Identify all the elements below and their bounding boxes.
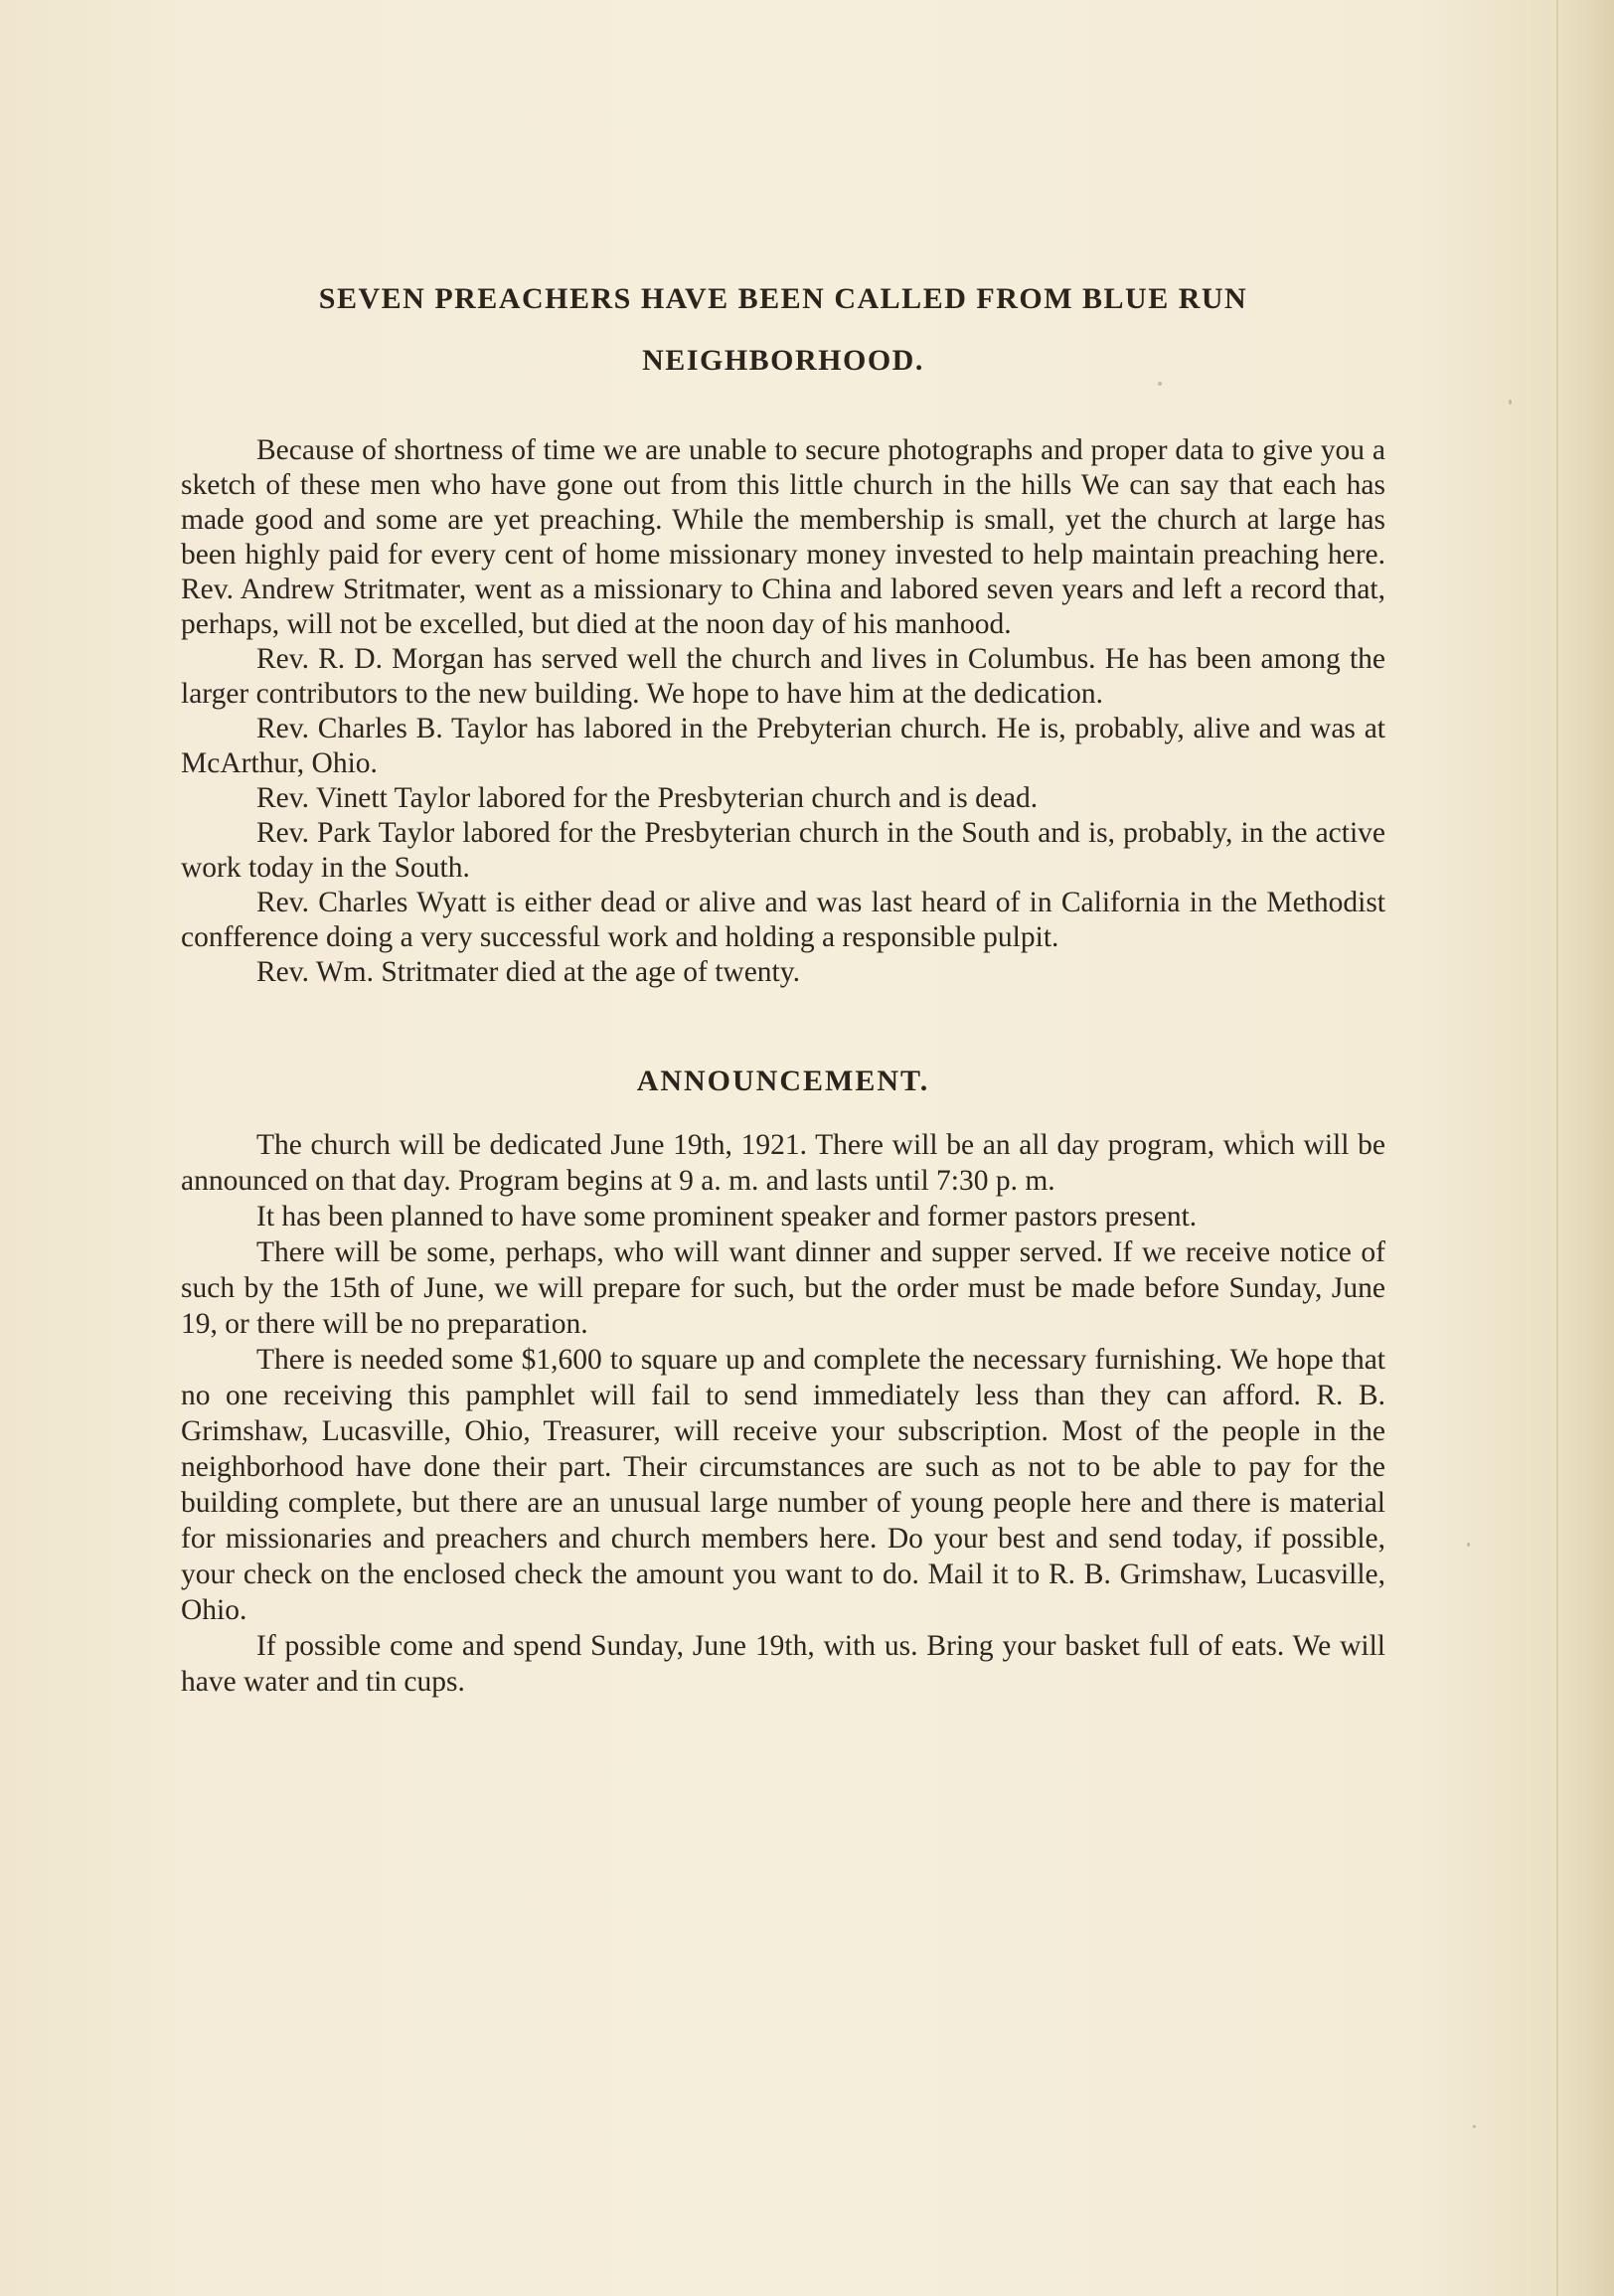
announcement-paragraph: There will be some, perhaps, who will want dinner and supper served. If we receive notice of such by the 15th of June, we will prepare for such, but the order must be made before Sunday, June 19, or there will be no preparation. xyxy=(181,1236,1385,1340)
article-paragraph: Rev. Wm. Stritmater died at the age of twenty. xyxy=(256,956,800,988)
article-paragraph: Rev. Charles B. Taylor has labored in the Prebyterian church. He is, probably, alive and was at McArthur, Ohio. xyxy=(181,713,1385,779)
paper-speck xyxy=(1473,2125,1476,2128)
page-edge-shading xyxy=(1556,0,1614,2296)
article-paragraph: Rev. Park Taylor labored for the Presbyterian church in the South and is, probably, in the active work today in the South. xyxy=(181,817,1385,884)
announcement-section xyxy=(181,1127,1385,1700)
announcement-heading: ANNOUNCEMENT. xyxy=(636,1065,930,1097)
paper-speck xyxy=(1509,400,1512,405)
document-body xyxy=(181,268,1385,1700)
page-fold-line xyxy=(1556,0,1558,2296)
article-title xyxy=(181,268,1385,392)
announcement-paragraph: The church will be dedicated June 19th, 1921. There will be an all day program, which will be announced on that day. Program begins at 9 a. m. and lasts until 7:30 p. m. xyxy=(181,1129,1385,1197)
article-section xyxy=(181,433,1385,990)
announcement-paragraph: There is needed some $1,600 to square up and complete the necessary furnishing. We hope that no one receiving this pamphlet will fail to send immediately less than they can afford. R. B. Grimshaw, Lucasville, Ohio, Treasurer, will receive your subscription. Most of the people in the neighborhood have done their part. Their circumstances are such as not to be able to pay for the building complete, but there are an unusual large number of young people here and there is material for missionaries and preachers and church members here. Do your best and send today, if possible, your check on the enclosed check the amount you want to do. Mail it to R. B. Grimshaw, Lucasville, Ohio. xyxy=(181,1344,1385,1626)
article-title-line-1: SEVEN PREACHERS HAVE BEEN CALLED FROM BLUE RUN xyxy=(318,282,1248,315)
article-title-line-2: NEIGHBORHOOD. xyxy=(642,344,924,377)
article-paragraph: Rev. Vinett Taylor labored for the Presbyterian church and is dead. xyxy=(256,782,1039,814)
article-paragraph: Rev. Charles Wyatt is either dead or alive and was last heard of in California in the Methodist confference doing a very successful work and holding a responsible pulpit. xyxy=(181,887,1385,953)
article-paragraph: Because of shortness of time we are unable to secure photographs and proper data to give you a sketch of these men who have gone out from this little church in the hills We can say that each has made good and some are yet preaching. While the membership is small, yet the church at large has been highly paid for every cent of home missionary money invested to help maintain preaching here. Rev. Andrew Stritmater, went as a missionary to China and labored seven years and left a record that, perhaps, will not be excelled, but died at the noon day of his manhood. xyxy=(181,434,1385,640)
article-paragraph: Rev. R. D. Morgan has served well the church and lives in Columbus. He has been among the larger contributors to the new building. We hope to have him at the dedication. xyxy=(181,643,1385,710)
announcement-paragraph: If possible come and spend Sunday, June 19th, with us. Bring your basket full of eats. We will have water and tin cups. xyxy=(181,1630,1385,1698)
paper-speck xyxy=(1467,1543,1470,1547)
announcement-paragraph: It has been planned to have some prominent speaker and former pastors present. xyxy=(256,1201,1198,1232)
